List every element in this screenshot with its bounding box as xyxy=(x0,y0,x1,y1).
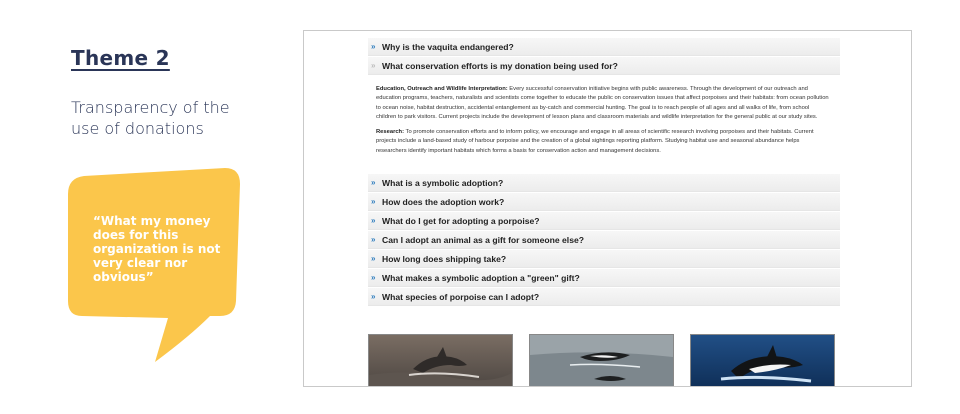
speech-bubble xyxy=(60,166,245,364)
faq-item-open[interactable] xyxy=(368,57,840,75)
answer-paragraph xyxy=(376,128,830,156)
double-chevron-down-icon: » xyxy=(371,235,376,245)
double-chevron-down-icon: » xyxy=(371,273,376,283)
faq-question: Can I adopt an animal as a gift for someone else? xyxy=(382,234,584,245)
faq-item[interactable] xyxy=(368,212,840,230)
double-chevron-down-icon: » xyxy=(371,254,376,264)
faq-question: What species of porpoise can I adopt? xyxy=(382,291,540,302)
customer-quote: “What my money does for this organization is not very clear nor obvious” xyxy=(93,214,221,284)
answer-paragraph xyxy=(376,85,830,122)
theme-title: Theme 2 xyxy=(71,46,170,70)
faq-item[interactable] xyxy=(368,250,840,268)
porpoise-photo-1[interactable] xyxy=(368,334,513,387)
faq-question: What makes a symbolic adoption a "green" gift? xyxy=(382,272,580,283)
double-chevron-down-icon: » xyxy=(371,216,376,226)
faq-item[interactable] xyxy=(368,193,840,211)
double-chevron-down-icon: » xyxy=(371,197,376,207)
answer-heading: Research: xyxy=(376,129,405,136)
faq-item[interactable] xyxy=(368,288,840,306)
double-chevron-down-icon: » xyxy=(371,42,376,51)
faq-item[interactable] xyxy=(368,174,840,192)
faq-item[interactable] xyxy=(368,269,840,287)
answer-heading: Education, Outreach and Wildlife Interpretation: xyxy=(376,86,508,92)
answer-text: To promote conservation efforts and to inform policy, we encourage and engage in all areas of scientific research involving porpoises and their habitats. Current projects include a land-based study of harbour porpoise and the creation of a global sightings reporting platform. Studying habitat use and seasonal abundance helps researchers identify important habitats which forms a basis for conservation action and management decisions. xyxy=(376,129,814,154)
faq-answer xyxy=(368,76,840,174)
double-chevron-down-icon: » xyxy=(371,292,376,302)
photo-row xyxy=(368,334,840,387)
porpoise-photo-2[interactable] xyxy=(529,334,674,387)
faq-item[interactable] xyxy=(368,38,840,56)
faq-question: How does the adoption work? xyxy=(382,196,505,207)
website-screenshot xyxy=(303,30,912,387)
faq-item[interactable] xyxy=(368,231,840,249)
theme-subtitle: Transparency of the use of donations xyxy=(71,98,230,138)
porpoise-photo-3[interactable] xyxy=(690,334,835,387)
answer-text: Every successful conservation initiative begins with public awareness. Through the development of our outreach and education programs, teachers, naturalists and scientists come together to educate the public on conservation issues that affect porpoises and their habitats: from ocean pollution to ocean noise, habitat destruction, accidental entanglement as by-catch and commercial hunting. The goal is to reach people of all ages and all walks of life, from school children to park visitors. Current projects include the development of lesson plans and classroom materials and wildlife interpretation for the general public at our study sites. xyxy=(376,86,829,120)
faq-question: What do I get for adopting a porpoise? xyxy=(382,215,540,226)
faq-accordion xyxy=(368,38,840,307)
faq-question: How long does shipping take? xyxy=(382,253,507,264)
faq-question: Why is the vaquita endangered? xyxy=(382,41,514,52)
double-chevron-down-icon: » xyxy=(371,61,376,70)
double-chevron-down-icon: » xyxy=(371,178,376,188)
faq-question: What is a symbolic adoption? xyxy=(382,177,504,188)
faq-question: What conservation efforts is my donation being used for? xyxy=(382,60,618,71)
